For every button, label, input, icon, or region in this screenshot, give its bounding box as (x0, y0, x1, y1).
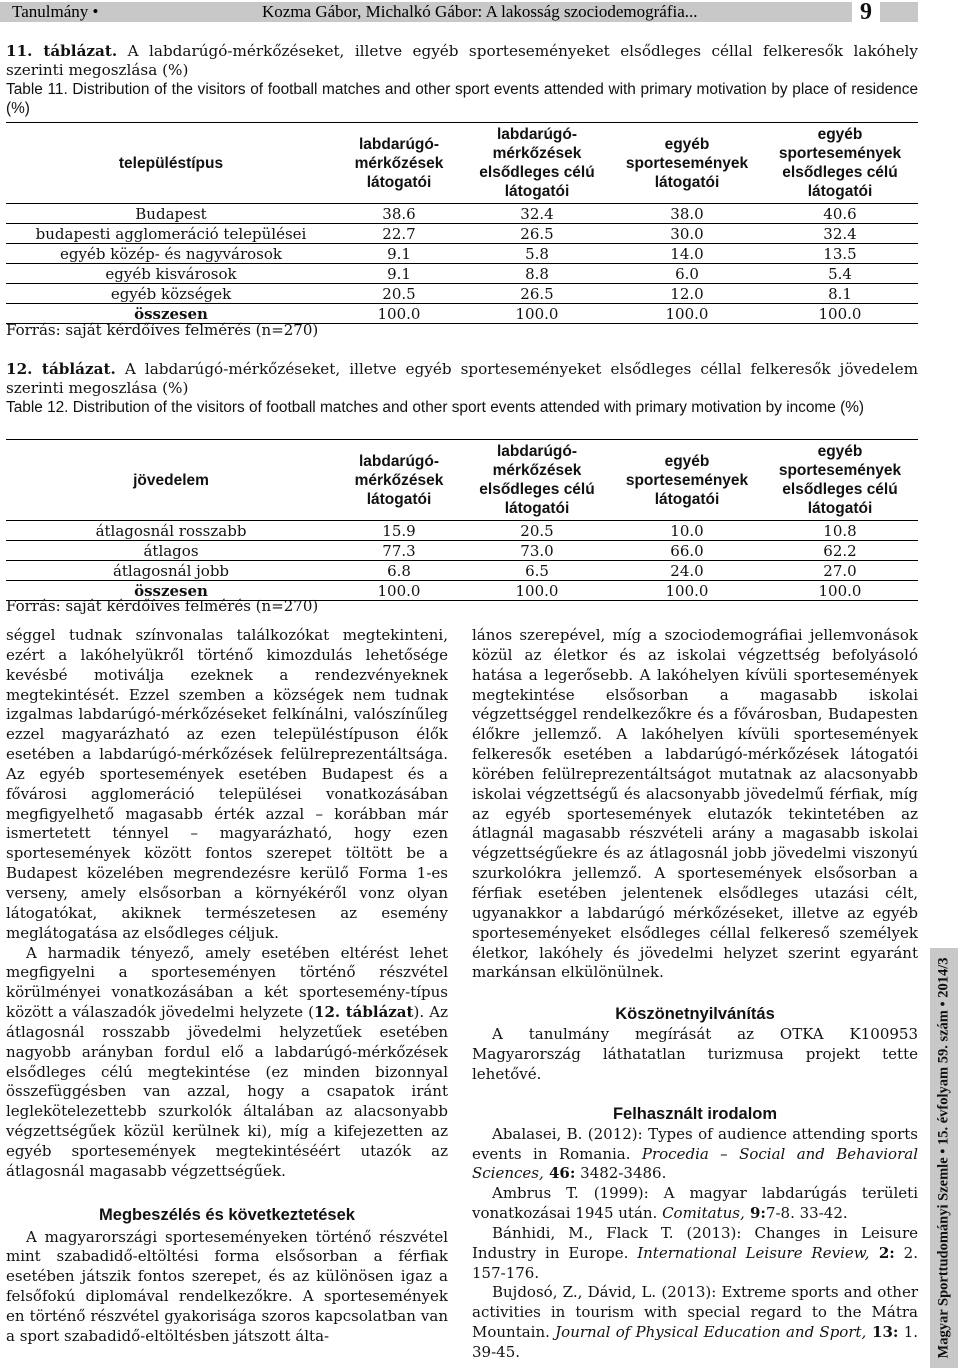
table11-caption-hu (6, 42, 918, 80)
cell-value: 62.2 (823, 541, 857, 560)
row-label: egyéb közép- és nagyvárosok (60, 244, 282, 263)
table12-label-hu: 12. táblázat. (6, 360, 116, 378)
cell-value: 10.8 (823, 521, 857, 540)
cell-value: 15.9 (382, 521, 416, 540)
row-label: átlagos (143, 541, 199, 560)
table11-col-header: labdarúgó-mérkőzések elsődleges célú látogatói (479, 126, 595, 200)
cell-value: 5.8 (525, 244, 549, 263)
reference-volume: 2: (869, 1243, 895, 1262)
table-row (6, 244, 918, 264)
cell-value: 26.5 (520, 284, 554, 303)
table-row (6, 204, 918, 224)
cell-value: 100.0 (377, 581, 421, 600)
table11-header-row (6, 123, 918, 204)
row-label: egyéb községek (110, 284, 232, 303)
reference-text: Bánhidi, M., Flack T. (2013): Changes in Leisure Industry in Europe. (472, 1223, 918, 1262)
table11-caption-en (6, 80, 918, 118)
table-row (6, 284, 918, 304)
cell-value: 30.0 (670, 224, 704, 243)
row-label: összesen (134, 581, 208, 600)
cell-value: 5.4 (828, 264, 852, 283)
reference-text: Abalasei, B. (2012): Types of audience attending sports events in Romania. (472, 1124, 918, 1163)
row-label: összesen (134, 304, 208, 323)
cell-value: 77.3 (382, 541, 416, 560)
reference-source: Journal of Physical Education and Sport, (555, 1323, 867, 1342)
table12-col-header: egyéb sportesemények látogatói (625, 452, 749, 508)
table11-col-header: egyéb sportesemények látogatói (625, 135, 749, 191)
table-row (6, 561, 918, 581)
cell-value: 38.6 (382, 204, 416, 223)
reference-item (472, 1125, 918, 1185)
cell-value: 8.8 (525, 264, 549, 283)
table-row (6, 264, 918, 284)
page-number: 9 (852, 0, 880, 25)
table11-col-header: labdarúgó-mérkőzések látogatói (354, 135, 444, 191)
cell-value: 9.1 (387, 244, 411, 263)
table11-title-en: Distribution of the visitors of football matches and other sport events attended with primary motivation by place of residence (%) (6, 81, 918, 117)
cell-value: 9.1 (387, 264, 411, 283)
reference-pages: 2. 157-176. (472, 1243, 918, 1282)
cell-value: 40.6 (823, 204, 857, 223)
body-paragraph: A magyarországi sporteseményeken történő részvétel mint szabadidő-eltöltési forma elsősorban a férfiak esetében játszik fontos szerepet, és az különösen igaz a felsőfokú diplomával rendelkezőkre. A sportesemények en történő részvétel gyakorisága szoros kapcsolatban van a sport szabadidő-eltöltésben játszott álta- (6, 1227, 448, 1345)
page-header (0, 0, 960, 24)
cell-value: 73.0 (520, 541, 554, 560)
reference-item (472, 1283, 918, 1362)
table12-col-header: jövedelem (133, 471, 209, 489)
cell-value: 38.0 (670, 204, 704, 223)
cell-value: 100.0 (665, 304, 709, 323)
reference-item (472, 1184, 918, 1224)
reference-pages: 1. 39-45. (472, 1323, 918, 1361)
cell-value: 8.1 (828, 284, 852, 303)
reference-pages: 7-8. 33-42. (765, 1204, 848, 1223)
cell-value: 32.4 (823, 224, 857, 243)
body-paragraph: séggel tudnak színvonalas találkozókat megtekinteni, ezért a lakóhelyükről történő kimozdulás lehetősége kevésbé motiválja ezeknek a rendezvényeknek megtekintését. Ezzel szemben a községek nem tudnak izgalmas labdarúgó-mérkőzéseket felkínálni, valószínűleg ezzel magyarázható az ezen településtípuson élők esetében a labdarúgó-mérkőzések felülreprezentáltsága. Az egyéb sportesemények esetében Budapest és a fővárosi agglomeráció települései vonatkozásában megfigyelhető magasabb érték azzal – korábban már ismertetett ténnyel – magyarázható, hogy ezen sportesemények között fontos szerepet töltött be a Budapest közelében megrendezésre kerülő Forma 1-es verseny, amely elsősorban a környékéről vonz olyan látogatókat, akiknek természetesen az esemény meglátogatása az elsődleges céljuk. (6, 626, 448, 942)
cell-value: 66.0 (670, 541, 704, 560)
cell-value: 32.4 (520, 204, 554, 223)
reference-item (472, 1224, 918, 1284)
right-column (472, 626, 918, 1363)
cell-value: 24.0 (670, 561, 704, 580)
table11-col-header: egyéb sportesemények elsődleges célú látogatói (778, 126, 902, 200)
table12-source: Forrás: saját kérdőíves felmérés (n=270) (6, 597, 319, 615)
table11-title-hu: A labdarúgó-mérkőzéseket, illetve egyéb sporteseményeket elsődleges céllal felkeresők lakóhely szerinti megoszlása (%) (6, 42, 918, 79)
table11-source: Forrás: saját kérdőíves felmérés (n=270) (6, 321, 319, 339)
table12-title-en: Distribution of the visitors of football matches and other sport events attended with primary motivation by income (%) (72, 399, 865, 416)
cell-value: 12.0 (670, 284, 704, 303)
cell-value: 6.8 (387, 561, 411, 580)
table12-col-header: egyéb sportesemények elsődleges célú látogatói (778, 443, 902, 517)
section-heading: Megbeszélés és következtetések (99, 1205, 355, 1224)
left-column (6, 626, 448, 1347)
header-section-label: Tanulmány • (12, 2, 99, 21)
table11-label-en: Table 11. (6, 81, 68, 98)
reference-volume: 46: (543, 1164, 576, 1183)
acknowledgement-heading: Köszönetnyilvánítás (615, 1005, 775, 1024)
table11-caption (6, 42, 918, 118)
cell-value: 100.0 (818, 581, 862, 600)
cell-value: 100.0 (818, 304, 862, 323)
cell-value: 100.0 (515, 304, 559, 323)
table11-col-header: településtípus (118, 154, 224, 172)
row-label: átlagosnál rosszabb (95, 521, 247, 540)
cell-value: 20.5 (520, 521, 554, 540)
table12 (6, 439, 918, 601)
cell-value: 27.0 (823, 561, 857, 580)
table-row (6, 541, 918, 561)
body-text: ). Az átlagosnál rosszabb jövedelmi helyzetűek esetében nagyobb arányban fordul elő a labdarúgó-mérkőzések elsődleges célú megtekintése (ez minden bizonnyal összefüggésben van azzal, hogy a csapatok iránt leglekötelezettebb szurkolók általában az alacsonyabb végzettségűek közül kerülnek ki), míg a kifejezetten az egyéb sportesemények megtekintéséért utazók az átlagosnál magasabb végzettségűek. (6, 1003, 448, 1180)
table12-col-header: labdarúgó-mérkőzések elsődleges célú látogatói (479, 443, 595, 517)
cell-value: 14.0 (670, 244, 704, 263)
reference-source: Comitatus, (662, 1204, 745, 1223)
reference-text: Ambrus T. (1999): A magyar labdarúgás területi vonatkozásai 1945 után. (472, 1184, 918, 1223)
table12-title-hu: A labdarúgó-mérkőzéseket, illetve egyéb sporteseményeket elsődleges céllal felkeresők jövedelem szerinti megoszlása (%) (6, 360, 919, 397)
body-paragraph: lános szerepével, míg a szociodemográfiai jellemvonások közül az életkor és az iskolai végzettség befolyásoló hatása a legerősebb. A lakóhelyen kívüli sportesemények megtekintése elsősorban a magasabb iskolai végzettséggel rendelkezőkre és a fővárosban, Budapesten élőkre jellemző. A lakóhelyen kívüli sportesemények felkeresők esetében a labdarúgó-mérkőzések látogatói körében felülreprezentáltságot mutatnak az alacsonyabb iskolai végzettségű és alacsonyabb jövedelmű férfiak, míg az egyéb sportesemények elutazók tekintetében az átlagnál magasabb részvételi arány a magasabb iskolai végzettségűekre és az átlagosnál jobb jövedelmi viszonyú szurkolókra jellemző. A sportesemények elsősorban a férfiak esetében jelentenek elsődleges utazási célt, ugyanakkor a labdarúgó mérkőzéseket, illetve az egyéb sporteseményeket elsődleges céllal felkereső személyek életkor, lakóhely és jövedelmi helyzet szerint egyaránt markánsan elkülönülnek. (472, 626, 918, 982)
cell-value: 100.0 (377, 304, 421, 323)
table12-header-row (6, 440, 918, 521)
cell-value: 100.0 (515, 581, 559, 600)
table11 (6, 122, 918, 324)
table12-label-en: Table 12. (6, 399, 69, 416)
table12-caption-en (6, 398, 918, 417)
reference-text: Bujdosó, Z., Dávid, L. (2013): Extreme sports and other activities in tourism with special regard to the Mátra Mountain. (472, 1283, 918, 1342)
body-paragraph (6, 944, 448, 1182)
table12-caption (6, 360, 918, 417)
body-text: A harmadik tényező, amely esetében eltérést lehet megfigyelni a sporteseményen történő részvétel körülményei vonatkozásában a két sportesemény-típus között a válaszadók jövedelmi helyzete ( (6, 943, 448, 1022)
table12-caption-hu (6, 360, 918, 398)
table-row (6, 521, 918, 541)
row-label: egyéb kisvárosok (105, 264, 237, 283)
cell-value: 26.5 (520, 224, 554, 243)
reference-volume: 13: (866, 1323, 899, 1342)
reference-volume: 9: (744, 1204, 766, 1223)
header-authors: Kozma Gábor, Michalkó Gábor: A lakosság szociodemográfia... (262, 2, 698, 21)
table12-col-header: labdarúgó-mérkőzések látogatói (354, 452, 444, 508)
cell-value: 6.5 (525, 561, 549, 580)
cell-value: 6.0 (675, 264, 699, 283)
table-row (6, 224, 918, 244)
row-label: budapesti agglomeráció települései (35, 224, 307, 243)
cell-value: 13.5 (823, 244, 857, 263)
reference-source: International Leisure Review, (637, 1243, 870, 1262)
cell-value: 100.0 (665, 581, 709, 600)
table11-label-hu: 11. táblázat. (6, 42, 118, 60)
cell-value: 10.0 (670, 521, 704, 540)
row-label: átlagosnál jobb (112, 561, 230, 580)
cell-value: 22.7 (382, 224, 416, 243)
cell-value: 20.5 (382, 284, 416, 303)
row-label: Budapest (135, 204, 207, 223)
references-heading: Felhasznált irodalom (612, 1104, 778, 1123)
reference-source: Procedia – Social and Behavioral Sciences, (472, 1144, 918, 1183)
reference-pages: 3482-3486. (575, 1164, 667, 1183)
side-journal-label: Magyar Sporttudományi Szemle • 15. évfolyam 59. szám • 2014/3 (935, 957, 952, 1359)
acknowledgement-text: A tanulmány megírását az OTKA K100953 Magyarország láthatatlan turizmusa projekt tette lehetővé. (472, 1025, 918, 1083)
table-reference: 12. táblázat (314, 1003, 414, 1022)
